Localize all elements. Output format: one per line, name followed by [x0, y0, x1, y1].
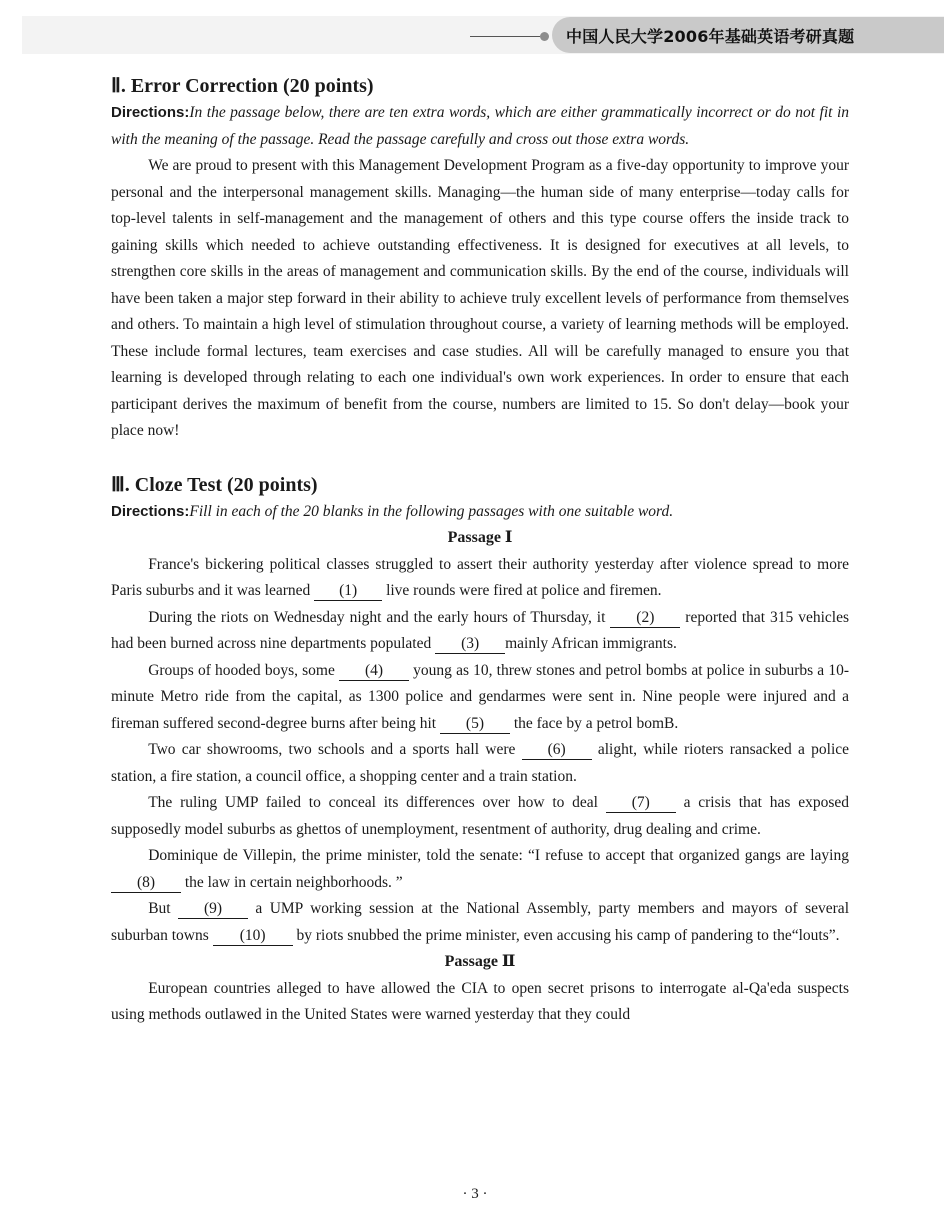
text: by riots snubbed the prime minister, even accusing his camp of pandering to the“louts”.	[296, 926, 840, 944]
header-bullet-icon	[540, 32, 549, 41]
section-title-error-correction: Ⅱ. Error Correction (20 points)	[111, 75, 374, 97]
error-correction-passage: We are proud to present with this Management Development Program as a five-day opportunity to improve your personal and the interpersonal management skills. Managing—the human side of many enterprise—today calls for top-level talents in self-management and the management of others and this type course offers the inside track to gaining skills which needed to achieve outstanding effectiveness. It is designed for executives at all levels, to strengthen core skills in the areas of management and communication skills. By the end of the course, individuals will have been taken a major step forward in their ability to achieve truly excellent levels of performance from themselves and others. To maintain a high level of stimulation throughout course, a variety of learning methods will be employed. These include formal lectures, team exercises and case studies. All will be carefully managed to ensure you that learning is developed through relating to each one individual's own work experiences. In order to ensure that each participant derives the maximum of benefit from the course, numbers are limited to 15. So don't delay—book your place now!	[111, 157, 849, 439]
cloze-paragraph-7	[111, 896, 849, 949]
page-number: · 3 ·	[462, 1186, 488, 1202]
blank-2: (2)	[610, 609, 680, 628]
blank-1: (1)	[314, 582, 382, 601]
text: But	[148, 900, 171, 917]
directions-text: Fill in each of the 20 blanks in the following passages with one suitable word.	[189, 502, 674, 520]
text: alight, while rioters ransacked a police station, a fire station, a council office, a shopping center and a train station.	[111, 741, 850, 785]
text: France's bickering political classes struggled to assert their authority yesterday after violence spread to more Paris suburbs and it was learned	[111, 555, 849, 599]
text: mainly African immigrants.	[505, 635, 677, 652]
text: the law in certain neighborhoods. ”	[184, 873, 403, 891]
text: reported that 315 vehicles had been burned across nine departments populated	[111, 608, 850, 652]
blank-7: (7)	[606, 794, 676, 813]
blank-8: (8)	[111, 874, 181, 893]
cloze-paragraph-5	[111, 790, 849, 843]
text: Two car showrooms, two schools and a sports hall were	[148, 741, 516, 758]
cloze-paragraph-1	[111, 552, 849, 605]
page-header-title: 中国人民大学2006年基础英语考研真题	[566, 27, 855, 46]
header-rule	[470, 36, 540, 37]
directions-error-correction	[111, 100, 849, 153]
cloze-paragraph-4	[111, 737, 849, 790]
text: Dominique de Villepin, the prime minister, told the senate: “I refuse to accept that organized gangs are laying	[148, 847, 849, 864]
cloze-paragraph-8: European countries alleged to have allowed the CIA to open secret prisons to interrogate al-Qa'eda suspects using methods outlawed in the United States were warned yesterday that they could	[111, 979, 849, 1023]
directions-label: Directions:	[111, 502, 190, 520]
text: The ruling UMP failed to conceal its differences over how to deal	[148, 794, 598, 811]
blank-3: (3)	[435, 635, 505, 654]
directions-text: In the passage below, there are ten extra words, which are either grammatically incorrect or do not fit in with the meaning of the passage. Read the passage carefully and cross out those extra words.	[111, 104, 849, 148]
blank-4: (4)	[339, 662, 409, 681]
text: a crisis that has exposed supposedly model suburbs as ghettos of unemployment, resentment of authority, drug dealing and crime.	[111, 794, 850, 838]
cloze-paragraph-6	[111, 843, 849, 896]
text: live rounds were fired at police and firemen.	[386, 582, 662, 599]
page-content	[111, 72, 849, 1029]
blank-9: (9)	[178, 900, 248, 919]
passage-1-title: Passage Ⅰ	[447, 529, 513, 546]
section-title-cloze: Ⅲ. Cloze Test (20 points)	[111, 473, 318, 496]
text: Groups of hooded boys, some	[148, 661, 335, 679]
cloze-paragraph-2	[111, 605, 849, 658]
directions-label: Directions:	[111, 104, 190, 121]
blank-6: (6)	[522, 741, 592, 760]
text: young as 10, threw stones and petrol bombs at police in suburbs a 10-minute Metro ride from the capital, as 1300 police and gendarmes were sent in. Nine people were injured and a fireman suffered second-degree burns after being hit	[111, 661, 849, 732]
text: During the riots on Wednesday night and the early hours of Thursday, it	[148, 608, 606, 626]
cloze-paragraph-3	[111, 658, 849, 738]
directions-cloze	[111, 499, 849, 526]
passage-2-title: Passage Ⅱ	[444, 953, 516, 970]
text: the face by a petrol bomB.	[513, 714, 679, 732]
text: a UMP working session at the National Assembly, party members and mayors of several suburban towns	[111, 900, 849, 944]
blank-10: (10)	[213, 927, 293, 946]
blank-5: (5)	[440, 715, 510, 734]
